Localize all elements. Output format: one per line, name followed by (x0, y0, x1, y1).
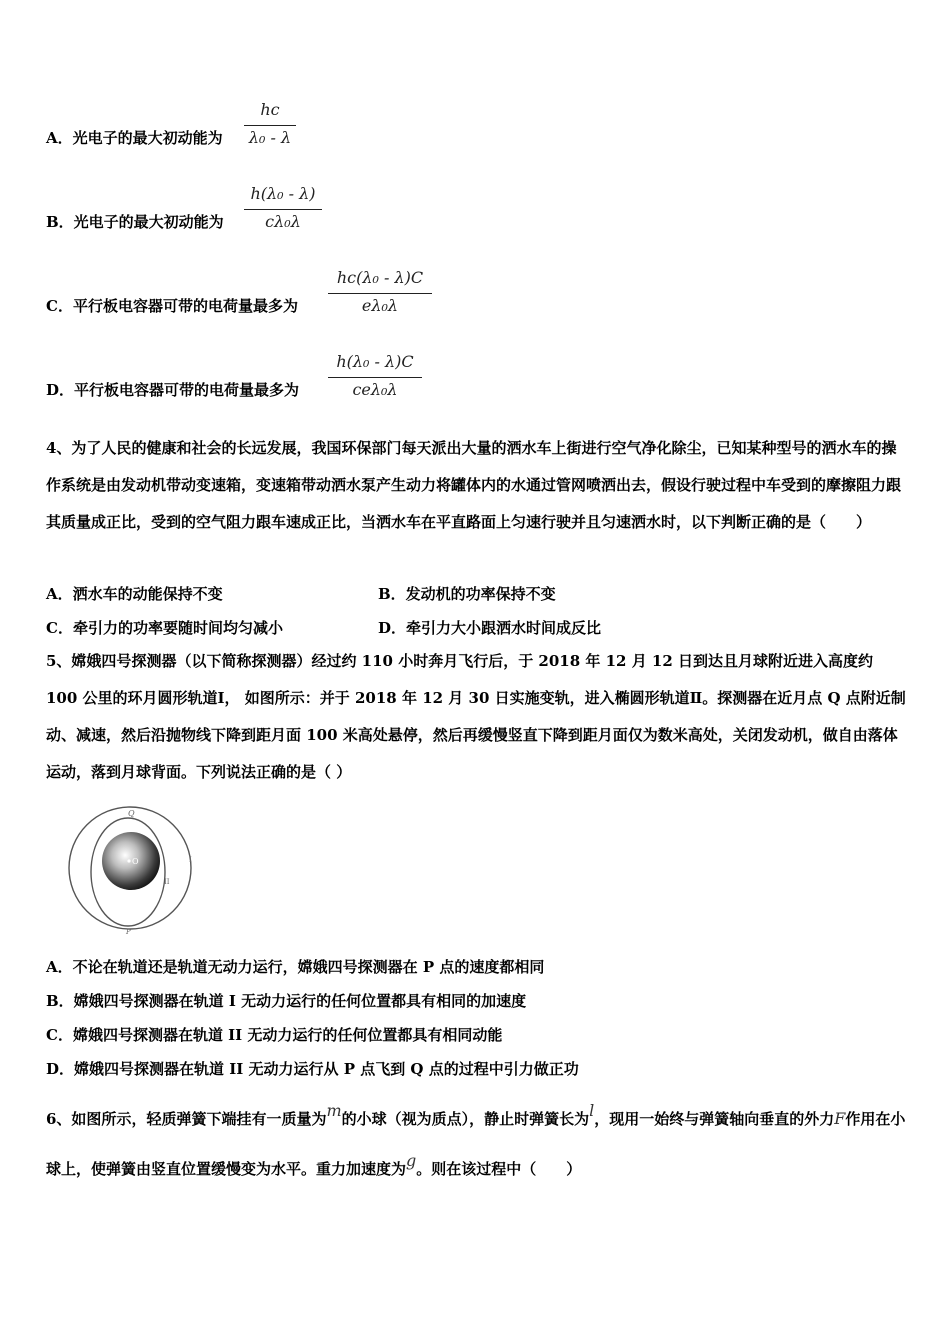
label-o: O (132, 857, 139, 866)
formula-denominator: ceλ₀λ (352, 380, 398, 399)
label-orbit-2: II (164, 878, 170, 886)
q6-text-4: 作用在小球上，使弹簧由竖直位置缓慢变为水平。重力加速度为 (46, 1110, 906, 1178)
fraction-bar (244, 125, 296, 126)
q6-text-5: 。则在该过程中（ ） (416, 1160, 582, 1178)
q3-option-d-label: D．平行板电容器可带的电荷量最多为 (46, 381, 300, 399)
q4-option-c[interactable]: C．牵引力的功率要随时间均匀减小 (46, 619, 283, 637)
q6-text-3: ，现用一始终与弹簧轴向垂直的外力 (594, 1110, 835, 1128)
q3-option-a-formula (244, 100, 296, 156)
q6-text-1: 6、如图所示，轻质弹簧下端挂有一质量为 (46, 1110, 327, 1128)
q3-option-b[interactable] (46, 212, 224, 232)
formula-denominator: eλ₀λ (361, 296, 399, 315)
q3-option-c-label: C．平行板电容器可带的电荷量最多为 (46, 297, 298, 315)
label-orbit-1: I (189, 856, 192, 864)
moon (102, 832, 160, 890)
moon-center-dot (127, 859, 130, 862)
q3-option-a-label: A．光电子的最大初动能为 (46, 129, 223, 147)
q3-option-d[interactable] (46, 380, 299, 400)
fraction-bar (328, 377, 422, 378)
q4-option-a[interactable]: A．洒水车的动能保持不变 (46, 585, 223, 603)
fraction-bar (328, 293, 432, 294)
q5-option-b[interactable]: B．嫦娥四号探测器在轨道 I 无动力运行的任何位置都具有相同的加速度 (46, 992, 527, 1010)
orbit-diagram (62, 804, 202, 936)
q6-stem (46, 1094, 906, 1194)
q4-option-b[interactable]: B．发动机的功率保持不变 (378, 585, 556, 603)
q3-option-c[interactable] (46, 296, 298, 316)
label-p: P (126, 928, 131, 936)
q5-option-c[interactable]: C．嫦娥四号探测器在轨道 II 无动力运行的任何位置都具有相同动能 (46, 1026, 503, 1044)
q3-option-b-formula (244, 184, 322, 240)
fraction-bar (244, 209, 322, 210)
q3-option-c-formula (328, 268, 432, 324)
formula-denominator: λ₀ - λ (248, 128, 292, 147)
q4-stem: 4、为了人民的健康和社会的长远发展，我国环保部门每天派出大量的洒水车上街进行空气净化除尘，已知某种型号的洒水车的操作系统是由发动机带动变速箱，变速箱带动洒水泵产生动力将罐体内的水通过管网喷洒出去，假设行驶过程中车受到的摩擦阻力跟其质量成正比，受到的空气阻力跟车速成正比，当洒水车在平直路面上匀速行驶并且匀速洒水时，以下判断正确的是（ ） (46, 439, 902, 531)
q5-option-d[interactable]: D．嫦娥四号探测器在轨道 II 无动力运行从 P 点飞到 Q 点的过程中引力做正功 (46, 1060, 579, 1078)
formula-denominator: cλ₀λ (265, 212, 301, 231)
q6-var-m: m (326, 1101, 342, 1120)
q6-var-l: l (589, 1101, 595, 1120)
label-q: Q (128, 809, 135, 818)
formula-numerator: h(λ₀ - λ) (250, 184, 316, 203)
q3-option-b-label: B．光电子的最大初动能为 (46, 213, 224, 231)
q3-option-d-formula (328, 352, 422, 408)
q6-var-f: F (834, 1109, 846, 1128)
formula-numerator: h(λ₀ - λ)C (336, 352, 414, 371)
q5-option-a[interactable]: A．不论在轨道还是轨道无动力运行，嫦娥四号探测器在 P 点的速度都相同 (46, 958, 545, 976)
q6-var-g: g (406, 1151, 417, 1170)
q5-stem: 5、嫦娥四号探测器（以下简称探测器）经过约 110 小时奔月飞行后，于 2018 年 12 月 12 日到达且月球附近进入高度约 100 公里的环月圆形轨道Ⅰ， 如图所示：并于 2018 年 12 月 30 日实施变轨，进入椭圆形轨道Ⅱ。探测器在近月点 Q 点附近制动、减速，然后沿抛物线下降到距月面 100 米高处悬停，然后再缓慢竖直下降到距月面仅为数米高处，关闭发动机，做自由落体运动，落到月球背面。下列说法正确的是（ ） (46, 652, 906, 781)
q3-option-a[interactable] (46, 128, 223, 148)
q4-option-d[interactable]: D．牵引力大小跟洒水时间成反比 (378, 619, 602, 637)
formula-numerator: hc (260, 100, 280, 119)
formula-numerator: hc(λ₀ - λ)C (336, 268, 424, 287)
q6-text-2: 的小球（视为质点），静止时弹簧长为 (341, 1110, 590, 1128)
